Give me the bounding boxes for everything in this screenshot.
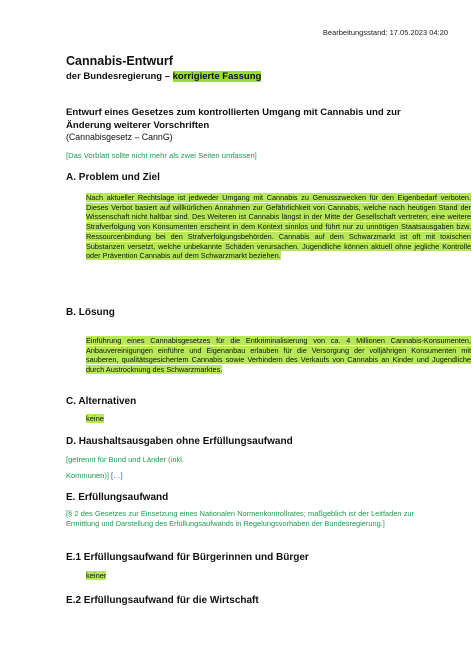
section-c-value <box>86 414 104 423</box>
subtitle-prefix: der Bundesregierung – <box>66 71 173 82</box>
section-a-text <box>86 193 471 261</box>
section-e-heading: E. Erfüllungsaufwand <box>66 492 169 503</box>
short-title: (Cannabisgesetz – CannG) <box>66 132 173 142</box>
section-e2-heading: E.2 Erfüllungsaufwand für die Wirtschaft <box>66 595 259 606</box>
section-e-text: [§ 2 des Gesetzes zur Einsetzung eines Nationalen Normenkontrollrates; maßgeblich ist der Leitfaden zur Ermittlung und Darstellung des Erfüllungsaufwands in Regelungsvorhaben der Bundesregierung.] <box>66 509 414 528</box>
law-heading: Entwurf eines Gesetzes zum kontrollierten Umgang mit Cannabis und zur Änderung weiterer Vorschriften <box>66 107 401 131</box>
section-c-heading: C. Alternativen <box>66 396 137 407</box>
section-a-text-highlight: Nach aktueller Rechtslage ist jedweder Umgang mit Cannabis zu Genusszwecken für den Eigenbedarf verboten. Dieses Verbot basiert auf willkürlichen Annahmen zur Gefährlichkeit von Cannabis, welche nach heutigen Stand der Wissenschaft nicht haltbar sind. Des Weiteren ist Cannabis längst in der Mitte der Gesellschaft vertreten; eine weitere Strafverfolgung von Konsumenten erscheint in dem Kontext sinnlos und führt nur zu unnötigen Staatsausgaben bzw. Ressourcenbindung bei den Strafverfolgungsbehörden. Cannabis auf dem Schwarzmarkt ist oft mit toxischen Substanzen versetzt, welche unbekannte Schäden verursachen. Jugendliche können aktuell ohne jegliche Kontrolle oder Prävention Cannabis auf dem Schwarzmarkt beziehen. <box>86 193 471 261</box>
section-e1-value-highlight: keiner <box>86 571 107 580</box>
subtitle-highlight: korrigierte Fassung <box>172 71 262 82</box>
document-subtitle <box>66 71 261 82</box>
section-d-line2-text: Kommunen)] <box>66 471 109 480</box>
section-d-heading: D. Haushaltsausgaben ohne Erfüllungsaufwand <box>66 436 293 447</box>
section-a-heading: A. Problem und Ziel <box>66 172 160 183</box>
section-b-text-highlight: Einführung eines Cannabisgesetzes für die Entkriminalisierung von ca. 4 Millionen Cannabis-Konsumenten, Anbauvereinigungen einführe und Eigenanbau erlauben für die Versorgung der volljährigen Konsumenten mit sauberen, qualitätsgesichertem Cannabis sowie Verhindern des Verkaufs von Cannabis an Kinder und Jugendliche durch Austrocknung des Schwarzmarktes. <box>86 336 471 375</box>
section-b-heading: B. Lösung <box>66 307 115 318</box>
section-d-ellipsis: […] <box>111 471 123 480</box>
section-d-line1: [getrennt für Bund und Länder (inkl. <box>66 455 184 464</box>
section-b-text <box>86 336 471 375</box>
section-d-line2 <box>66 471 123 481</box>
document-title: Cannabis-Entwurf <box>66 54 173 68</box>
vorblatt-note: [Das Vorblatt sollte nicht mehr als zwei Seiten umfassen] <box>66 151 257 160</box>
section-e1-value <box>86 571 106 580</box>
bearbeitungsstand: Bearbeitungsstand: 17.05.2023 04:20 <box>322 28 448 37</box>
section-c-value-highlight: keine <box>86 414 104 423</box>
section-e1-heading: E.1 Erfüllungsaufwand für Bürgerinnen und Bürger <box>66 552 309 563</box>
